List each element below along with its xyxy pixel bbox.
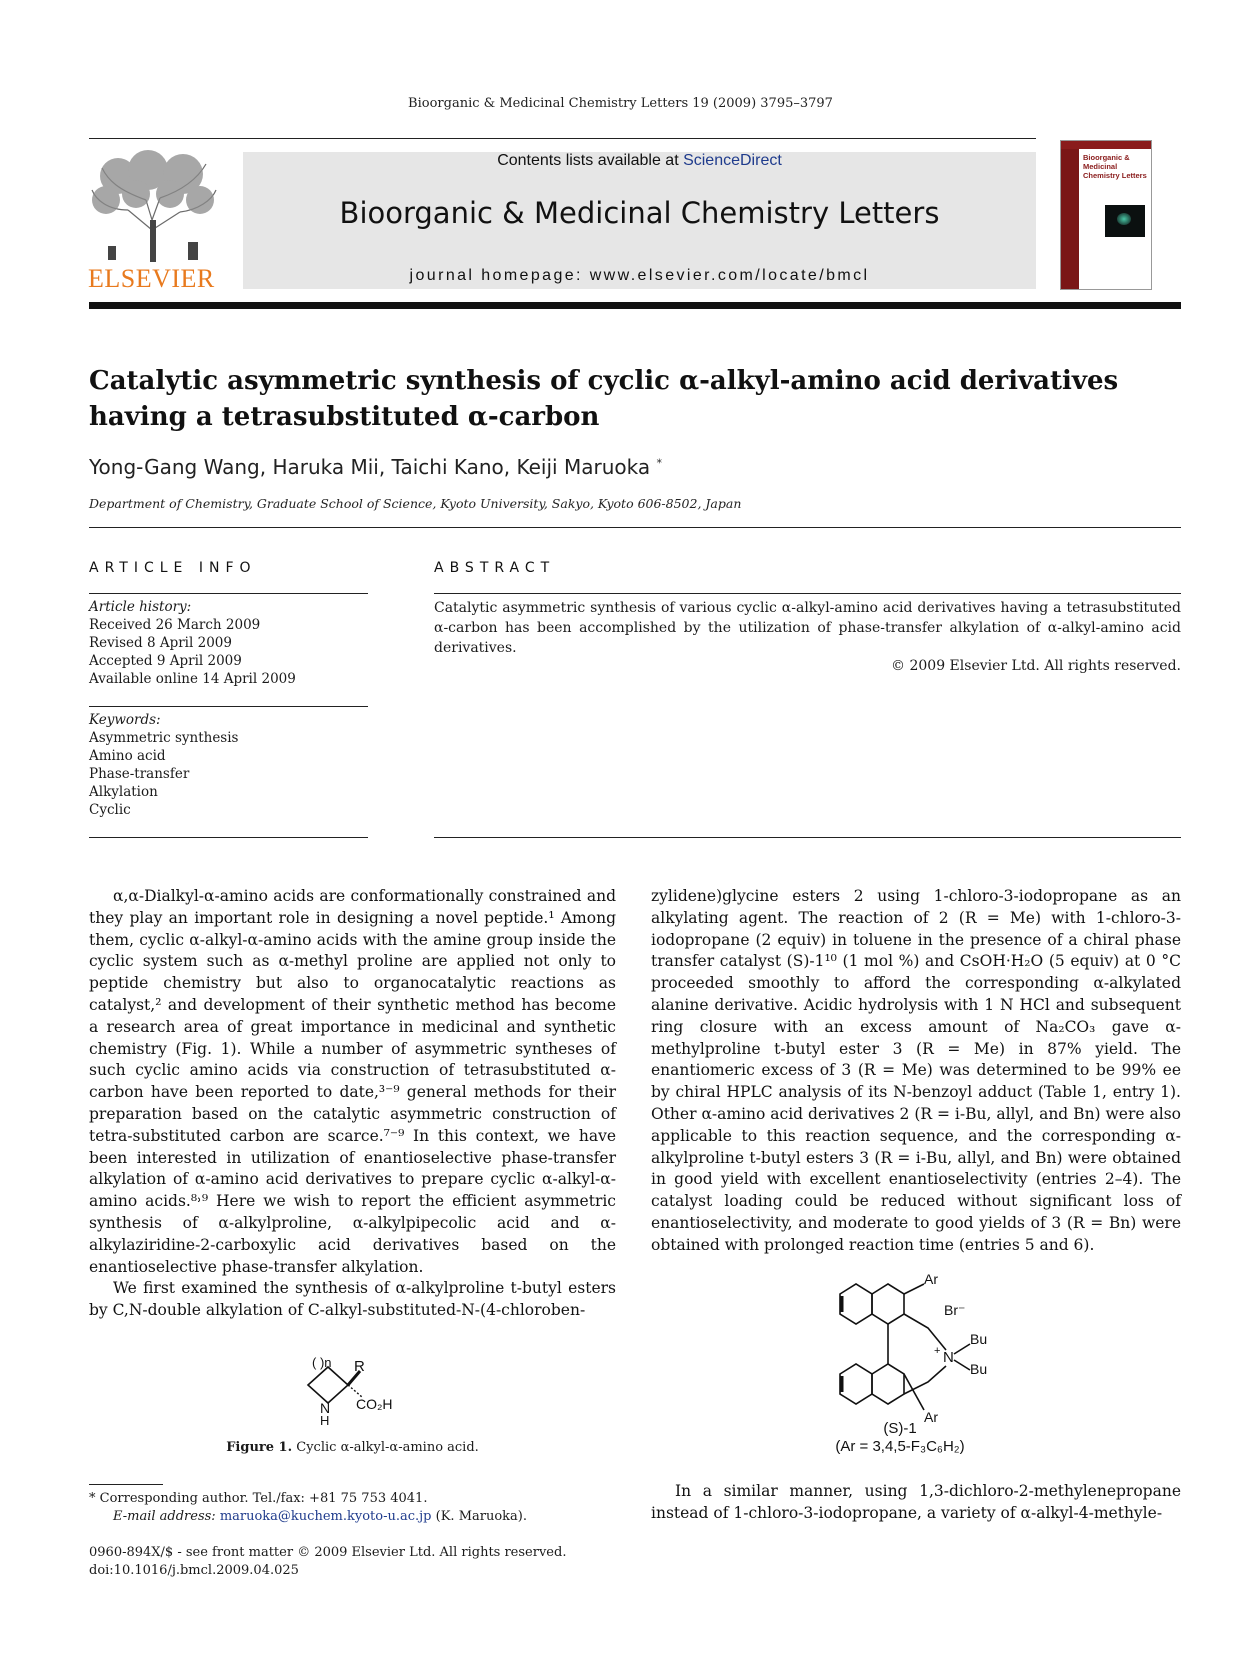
- email-line: [89, 1508, 616, 1526]
- front-matter: [89, 1544, 689, 1580]
- doi-line[interactable]: doi:10.1016/j.bmcl.2009.04.025: [89, 1563, 299, 1578]
- article-title-line2: having a tetrasubstituted α-carbon: [89, 402, 600, 432]
- contents-prefix: Contents lists available at: [497, 152, 684, 169]
- figure1-r: R: [354, 1358, 365, 1375]
- catalyst-n: N: [943, 1349, 954, 1366]
- journal-homepage-link[interactable]: journal homepage: www.elsevier.com/locate/bmcl: [409, 267, 870, 284]
- journal-title: Bioorganic & Medicinal Chemistry Letters: [339, 196, 940, 230]
- history-accepted: Accepted 9 April 2009: [89, 653, 242, 669]
- footnote-rule: [89, 1484, 163, 1485]
- history-online: Available online 14 April 2009: [89, 671, 296, 687]
- body-paragraph: We first examined the synthesis of α-alkylproline t-butyl esters by C,N-double alkylation of C-alkyl-substituted-N-(4-chloroben-: [89, 1279, 616, 1320]
- article-info-rule: [89, 593, 368, 594]
- abstract-copyright: © 2009 Elsevier Ltd. All rights reserved.: [891, 658, 1181, 674]
- affiliation: Department of Chemistry, Graduate School of Science, Kyoto University, Sakyo, Kyoto 606-8502, Japan: [89, 496, 742, 511]
- elsevier-tree-logo: [88, 150, 220, 262]
- catalyst-bu-2: Bu: [970, 1361, 988, 1377]
- title-rule: [89, 527, 1181, 528]
- header-rule: [89, 138, 1036, 139]
- catalyst-ar-definition: (Ar = 3,4,5-F₃C₆H₂): [835, 1438, 965, 1455]
- figure1-h: H: [320, 1413, 330, 1425]
- article-info-bottom-rule: [89, 837, 368, 838]
- catalyst-name: (S)-1: [883, 1420, 917, 1437]
- journal-citation: Bioorganic & Medicinal Chemistry Letters 19 (2009) 3795–3797: [408, 96, 833, 111]
- authors: Yong-Gang Wang, Haruka Mii, Taichi Kano, Keiji Maruoka: [89, 455, 651, 479]
- article-info-heading: ARTICLE INFO: [89, 560, 257, 576]
- corresponding-mark: *: [656, 456, 662, 470]
- article-title-line1: Catalytic asymmetric synthesis of cyclic α-alkyl-amino acid derivatives: [89, 366, 1119, 396]
- keyword-item: Asymmetric synthesis: [89, 730, 239, 746]
- keyword-item: Cyclic: [89, 802, 131, 818]
- history-revised: Revised 8 April 2009: [89, 635, 232, 651]
- keyword-item: Phase-transfer: [89, 766, 190, 782]
- abstract-rule: [434, 593, 1181, 594]
- abstract-bottom-rule: [434, 837, 1181, 838]
- keyword-item: Amino acid: [89, 748, 166, 764]
- body-paragraph: α,α-Dialkyl-α-amino acids are conformationally constrained and they play an important role in designing a novel peptide.¹ Among them, cyclic α-alkyl-α-amino acids with the amine group inside the cyclic system such as α-methyl proline are applied not only to peptide chemistry but also to organocatalytic reactions as catalyst,² and development of their synthetic method has become a research area of great importance in medicinal and synthetic chemistry (Fig. 1). While a number of asymmetric syntheses of such cyclic amino acids via construction of tetrasubstituted α-carbon have been reported to date,³⁻⁹ general methods for their preparation based on the catalytic asymmetric construction of tetra-substituted carbon are scarce.⁷⁻⁹ In this context, we have been interested in utilization of enantioselective phase-transfer alkylation of α-amino acid derivatives to prepare cyclic α-alkyl-α-amino acids.⁸˒⁹ Here we wish to report the efficient asymmetric synthesis of α-alkylproline, α-alkylpipecolic acid and α-alkylaziridine-2-carboxylic acid derivatives based on the enantioselective phase-transfer alkylation.: [89, 887, 616, 1276]
- email-suffix: (K. Maruoka).: [431, 1509, 528, 1524]
- body-left-column: [89, 886, 616, 1322]
- email-link[interactable]: maruoka@kuchem.kyoto-u.ac.jp: [219, 1509, 432, 1524]
- cover-topbar: [1061, 141, 1151, 149]
- issn-line: 0960-894X/$ - see front matter © 2009 Elsevier Ltd. All rights reserved.: [89, 1545, 567, 1560]
- article-title: [89, 363, 1189, 435]
- catalyst-plus: +: [934, 1345, 941, 1357]
- email-label: E-mail address:: [113, 1509, 220, 1524]
- history-received: Received 26 March 2009: [89, 617, 261, 633]
- cover-title: Bioorganic & Medicinal Chemistry Letters: [1083, 153, 1147, 180]
- abstract-text: Catalytic asymmetric synthesis of various cyclic α-alkyl-amino acid derivatives having a tetrasubstituted α-carbon has been accomplished by the utilization of phase-transfer alkylation of α-alkyl-amino acid derivatives.: [434, 600, 1181, 656]
- keywords-label: Keywords:: [89, 712, 161, 728]
- figure1-caption-text: Cyclic α-alkyl-α-amino acid.: [296, 1440, 479, 1455]
- elsevier-wordmark: ELSEVIER: [88, 264, 215, 293]
- figure1-n-atom: N: [320, 1400, 331, 1416]
- catalyst-ar-bottom: Ar: [924, 1409, 938, 1425]
- keywords-rule: [89, 706, 368, 707]
- figure1-structure: [300, 1355, 410, 1425]
- figure1-caption: [89, 1440, 616, 1455]
- catalyst-bromide: Br⁻: [944, 1302, 966, 1318]
- catalyst-bu-1: Bu: [970, 1331, 988, 1347]
- body-paragraph: zylidene)glycine esters 2 using 1-chloro-3-iodopropane as an alkylating agent. The reaction of 2 (R = Me) with 1-chloro-3-iodopropane (2 equiv) in toluene in the presence of a chiral phase transfer catalyst (S)-1¹⁰ (1 mol %) and CsOH·H₂O (5 equiv) at 0 °C proceeded smoothly to afford the corresponding α-alkylated alanine derivative. Acidic hydrolysis with 1 N HCl and subsequent ring closure with an excess amount of Na₂CO₃ gave α-methylproline t-butyl ester 3 (R = Me) in 87% yield. The enantiomeric excess of 3 (R = Me) was determined to be 99% ee by chiral HPLC analysis of its N-benzoyl adduct (Table 1, entry 1). Other α-amino acid derivatives 2 (R = i-Bu, allyl, and Bn) were also applicable to this reaction sequence, and the corresponding α-alkylproline t-butyl esters 3 (R = i-Bu, allyl, and Bn) were obtained in good yield with excellent enantioselectivity (entries 2–4). The catalyst loading could be reduced without significant loss of enantioselectivity, and moderate to good yields of 3 (R = Bn) were obtained with prolonged reaction time (entries 5 and 6).: [651, 887, 1181, 1254]
- contents-line: [243, 152, 1036, 170]
- catalyst-ar-top: Ar: [924, 1271, 938, 1287]
- header-thick-rule: [89, 302, 1181, 309]
- figure1-label: Figure 1.: [226, 1440, 293, 1455]
- article-history: [89, 598, 368, 688]
- history-label: Article history:: [89, 599, 192, 615]
- body-right-column-continued: [651, 1481, 1181, 1525]
- figure1-acid: CO₂H: [356, 1396, 393, 1412]
- sciencedirect-link[interactable]: ScienceDirect: [683, 152, 782, 169]
- abstract-heading: ABSTRACT: [434, 560, 556, 576]
- body-paragraph: In a similar manner, using 1,3-dichloro-2-methylenepropane instead of 1-chloro-3-iodopropane, a variety of α-alkyl-4-methyle-: [651, 1482, 1181, 1522]
- author-list: [89, 455, 662, 479]
- figure1-n-index: ( )n: [312, 1355, 332, 1370]
- body-right-column: [651, 886, 1181, 1257]
- footnotes: [89, 1490, 616, 1526]
- cover-image: [1105, 205, 1145, 237]
- journal-cover-thumbnail: [1060, 140, 1152, 290]
- corresponding-author-note: * Corresponding author. Tel./fax: +81 75 753 4041.: [89, 1491, 428, 1506]
- cover-spine: [1061, 141, 1079, 289]
- keyword-item: Alkylation: [89, 784, 158, 800]
- keywords-list: [89, 711, 368, 819]
- catalyst-structure: [830, 1270, 1040, 1440]
